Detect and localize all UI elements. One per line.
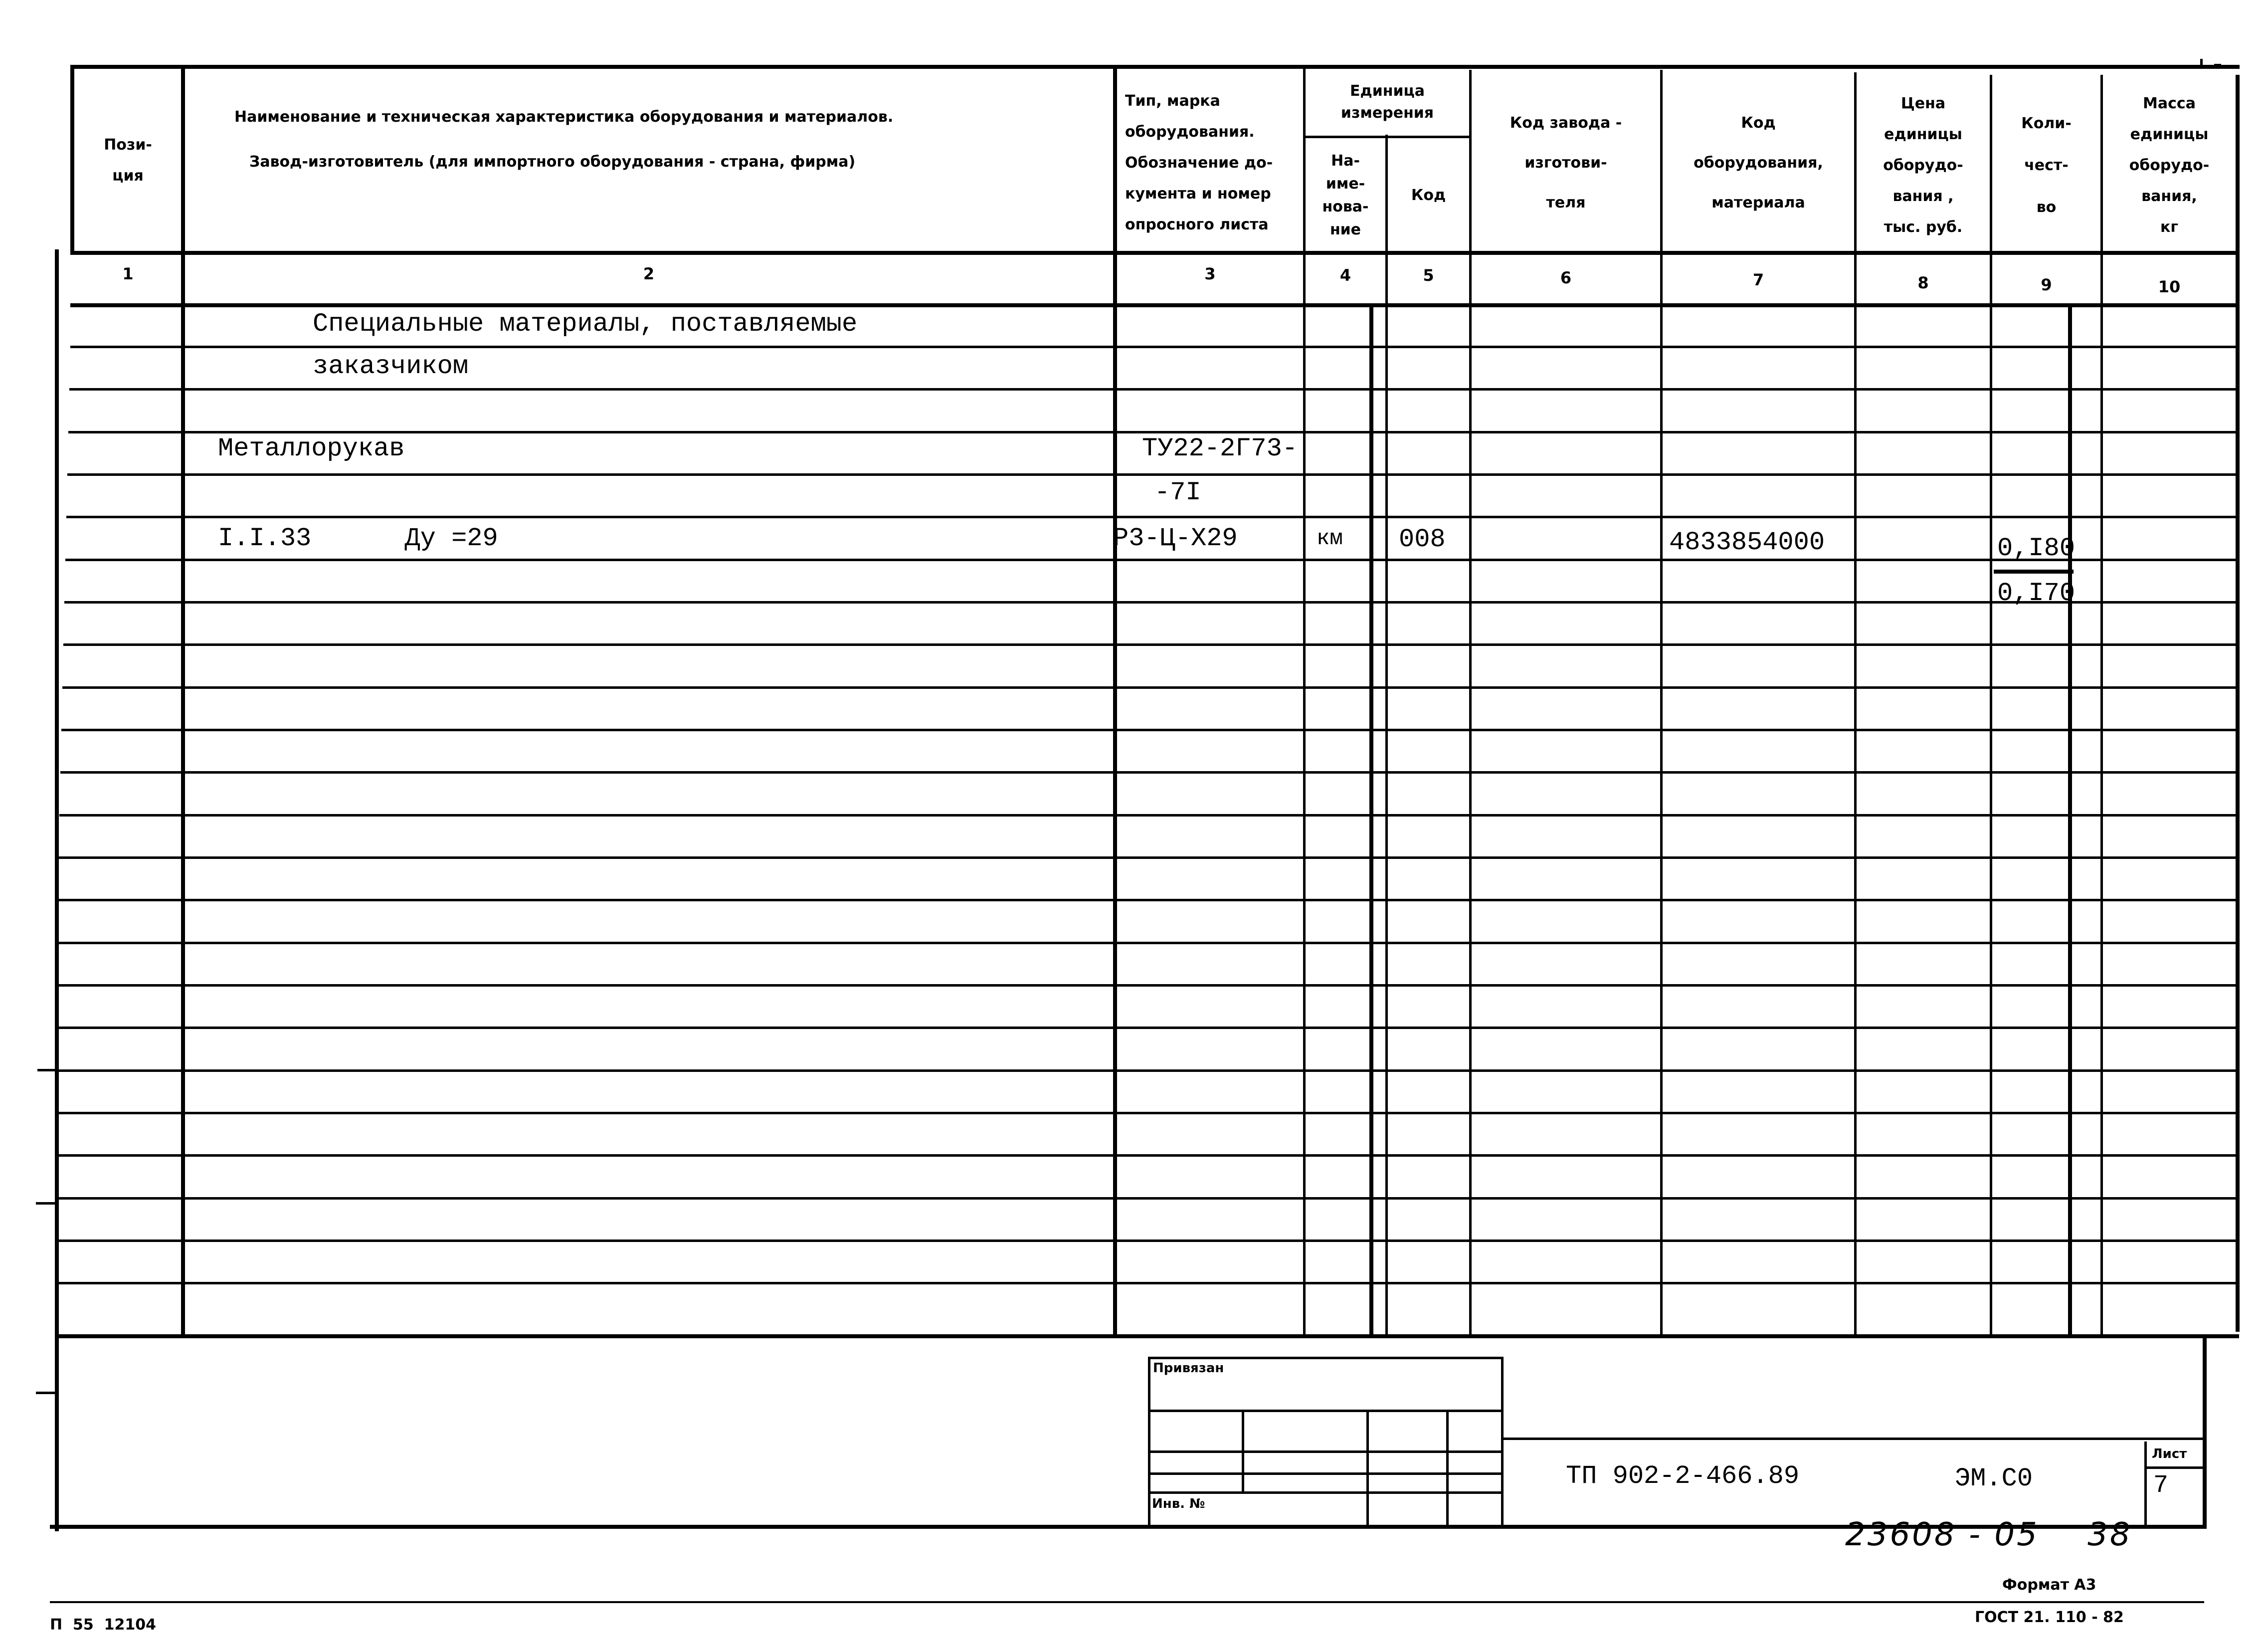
row-line [56,1154,2237,1157]
header-text: изготови- [1524,154,1607,172]
header-text: ние [1329,220,1361,238]
row-name: I.I.33 Ду =29 [218,524,498,553]
row-line [63,643,2237,646]
col-sep-7 [1854,72,1857,1337]
col9-right-thick [2068,303,2072,1337]
privyazan-label: Привязан [1153,1361,1224,1376]
header-name [185,85,1113,195]
format-label: Формат А3 [2002,1576,2096,1594]
column-number: 8 [1917,273,1929,292]
header-material-code [1663,75,1854,251]
column-number: 9 [2041,275,2052,294]
header-text: Код [1741,114,1776,132]
row-unit-code: 008 [1399,525,1446,554]
row-line [64,601,2237,604]
header-text: Код [1411,186,1446,204]
row-line [58,942,2237,944]
header-text: Код завода - [1510,114,1622,132]
header-type [1117,75,1303,251]
header-text: Наименование и техническая характеристика оборудования и материалов. [234,108,894,126]
header-text: во [2036,198,2057,216]
header-text: вания, [2141,187,2197,205]
privyazan-col [1446,1410,1449,1525]
row-name: заказчиком [313,352,469,381]
column-numbers-bottom-border [70,303,2240,307]
header-text: Обозначение до- [1125,154,1273,172]
header-text: Пози- [104,136,152,154]
header-text: Завод-изготовитель (для импортного оборудования - страна, фирма) [249,153,856,171]
table-left-border-header [70,65,74,252]
title-right-border [2203,1334,2207,1526]
margin-tick [36,1202,56,1205]
column-number: 10 [2158,277,2181,296]
col-sep-2 [1113,65,1117,1337]
gost-label: ГОСТ 21. 110 - 82 [1975,1609,2124,1626]
header-unit-mass [2103,80,2236,251]
header-text: Цена [1900,94,1946,112]
row-line [70,346,2237,348]
col-sep-9 [2100,75,2103,1337]
privyazan-row [1148,1491,1503,1494]
quantity-fraction-bar [1994,570,2074,574]
section-code: ЭМ.С0 [1955,1464,2033,1493]
column-number: 1 [122,264,134,283]
row-type: Р3-Ц-Х29 [1113,524,1238,553]
row-line [59,814,2237,817]
row-line [66,516,2237,518]
header-text: ция [112,167,144,185]
margin-tick [36,1392,55,1394]
header-bottom-border [70,251,2240,255]
row-type: ТУ22-2Г73- [1142,434,1298,463]
header-unit-group [1306,70,1469,135]
row-line [57,1027,2237,1029]
sheet-label: Лист [2152,1446,2187,1461]
inventory-number-label: Инв. № [1152,1496,1205,1511]
row-line [60,771,2237,774]
corner-tick [2214,64,2221,66]
column-number: 4 [1339,266,1351,285]
row-line [55,1282,2237,1284]
row-type: -7I [1154,478,1201,507]
row-line [55,1239,2237,1242]
row-line [55,1197,2237,1200]
sheet-box-left [2144,1442,2147,1525]
row-line [65,559,2237,561]
row-quantity: 0,I80 [1997,534,2076,563]
row-line [61,729,2237,731]
privyazan-col [1242,1410,1244,1492]
header-text: оборудования, [1694,154,1823,172]
sheet-box-divider [2144,1466,2204,1469]
col-sep-3 [1303,67,1306,1337]
row-line [68,431,2237,433]
unit-group-divider [1303,136,1472,138]
header-text: материала [1711,194,1805,211]
column-number: 2 [643,264,655,283]
document-code: ТП 902-2-466.89 [1566,1461,1800,1491]
header-text: единицы [2130,125,2209,143]
privyazan-right [1501,1357,1504,1525]
privyazan-row [1148,1410,1503,1412]
column-number: 7 [1752,270,1764,289]
header-text: теля [1546,194,1586,211]
table-top-border [70,65,2240,69]
margin-tick [37,1069,57,1071]
column-number: 5 [1423,266,1434,285]
privyazan-top [1148,1357,1503,1359]
header-text: измерения [1340,104,1434,122]
col-sep-1 [181,65,185,1337]
header-text: кумента и номер [1125,185,1271,203]
header-text: На- [1331,152,1360,170]
col-sep-5 [1469,70,1472,1337]
privyazan-col [1366,1410,1369,1525]
header-unit-price [1857,80,1990,251]
col-sep-6 [1660,70,1663,1337]
col5-left-thick [1369,303,1373,1337]
header-text: Коли- [2021,114,2072,132]
privyazan-left [1148,1357,1150,1525]
header-unit-name [1306,140,1385,251]
header-quantity [1992,80,2100,251]
header-text: чест- [2024,156,2069,174]
header-text: оборудования. [1125,123,1255,141]
row-line [67,473,2237,476]
table-left-border [55,249,59,1531]
row-name: Металлорукав [218,434,405,463]
sheet-number: 7 [2153,1471,2169,1500]
row-unit-name: км [1317,526,1343,551]
header-text: тыс. руб. [1884,218,1963,236]
privyazan-row [1148,1450,1503,1453]
row-line [56,1069,2237,1072]
header-text: единицы [1884,125,1962,143]
header-position [75,70,181,251]
row-line [69,388,2237,391]
footer-line [50,1601,2204,1603]
row-line [59,856,2237,859]
handwritten-archive-number: 23608 - 05 38 [1845,1516,2132,1553]
row-quantity: 0,I70 [1997,579,2076,608]
stamp-top [1501,1438,2204,1440]
header-factory-code [1472,75,1660,251]
row-material-code: 4833854000 [1669,528,1825,557]
header-text: Масса [2143,94,2196,112]
row-line [56,1112,2237,1114]
row-line [58,899,2237,901]
header-text: оборудо- [1883,156,1963,174]
header-text: Тип, марка [1125,92,1220,110]
header-text: вания , [1892,187,1954,205]
row-line [62,686,2237,689]
table-right-border [2236,75,2240,1332]
row-name: Специальные материалы, поставляемые [313,309,858,339]
header-text: оборудо- [2129,156,2210,174]
row-line [57,984,2237,987]
header-text: Единица [1350,82,1425,100]
header-text: нова- [1322,198,1369,215]
header-unit-code [1388,140,1469,251]
header-text: име- [1325,175,1365,193]
header-text: кг [2160,218,2179,236]
table-bottom-border [55,1334,2239,1338]
col-sep-8 [1990,75,1992,1337]
column-number: 3 [1204,264,1216,283]
privyazan-row [1148,1472,1503,1475]
corner-tick [2200,59,2203,69]
header-text: опросного листа [1125,215,1269,233]
column-number: 6 [1560,268,1572,287]
print-code: П 55 12104 [50,1616,157,1634]
